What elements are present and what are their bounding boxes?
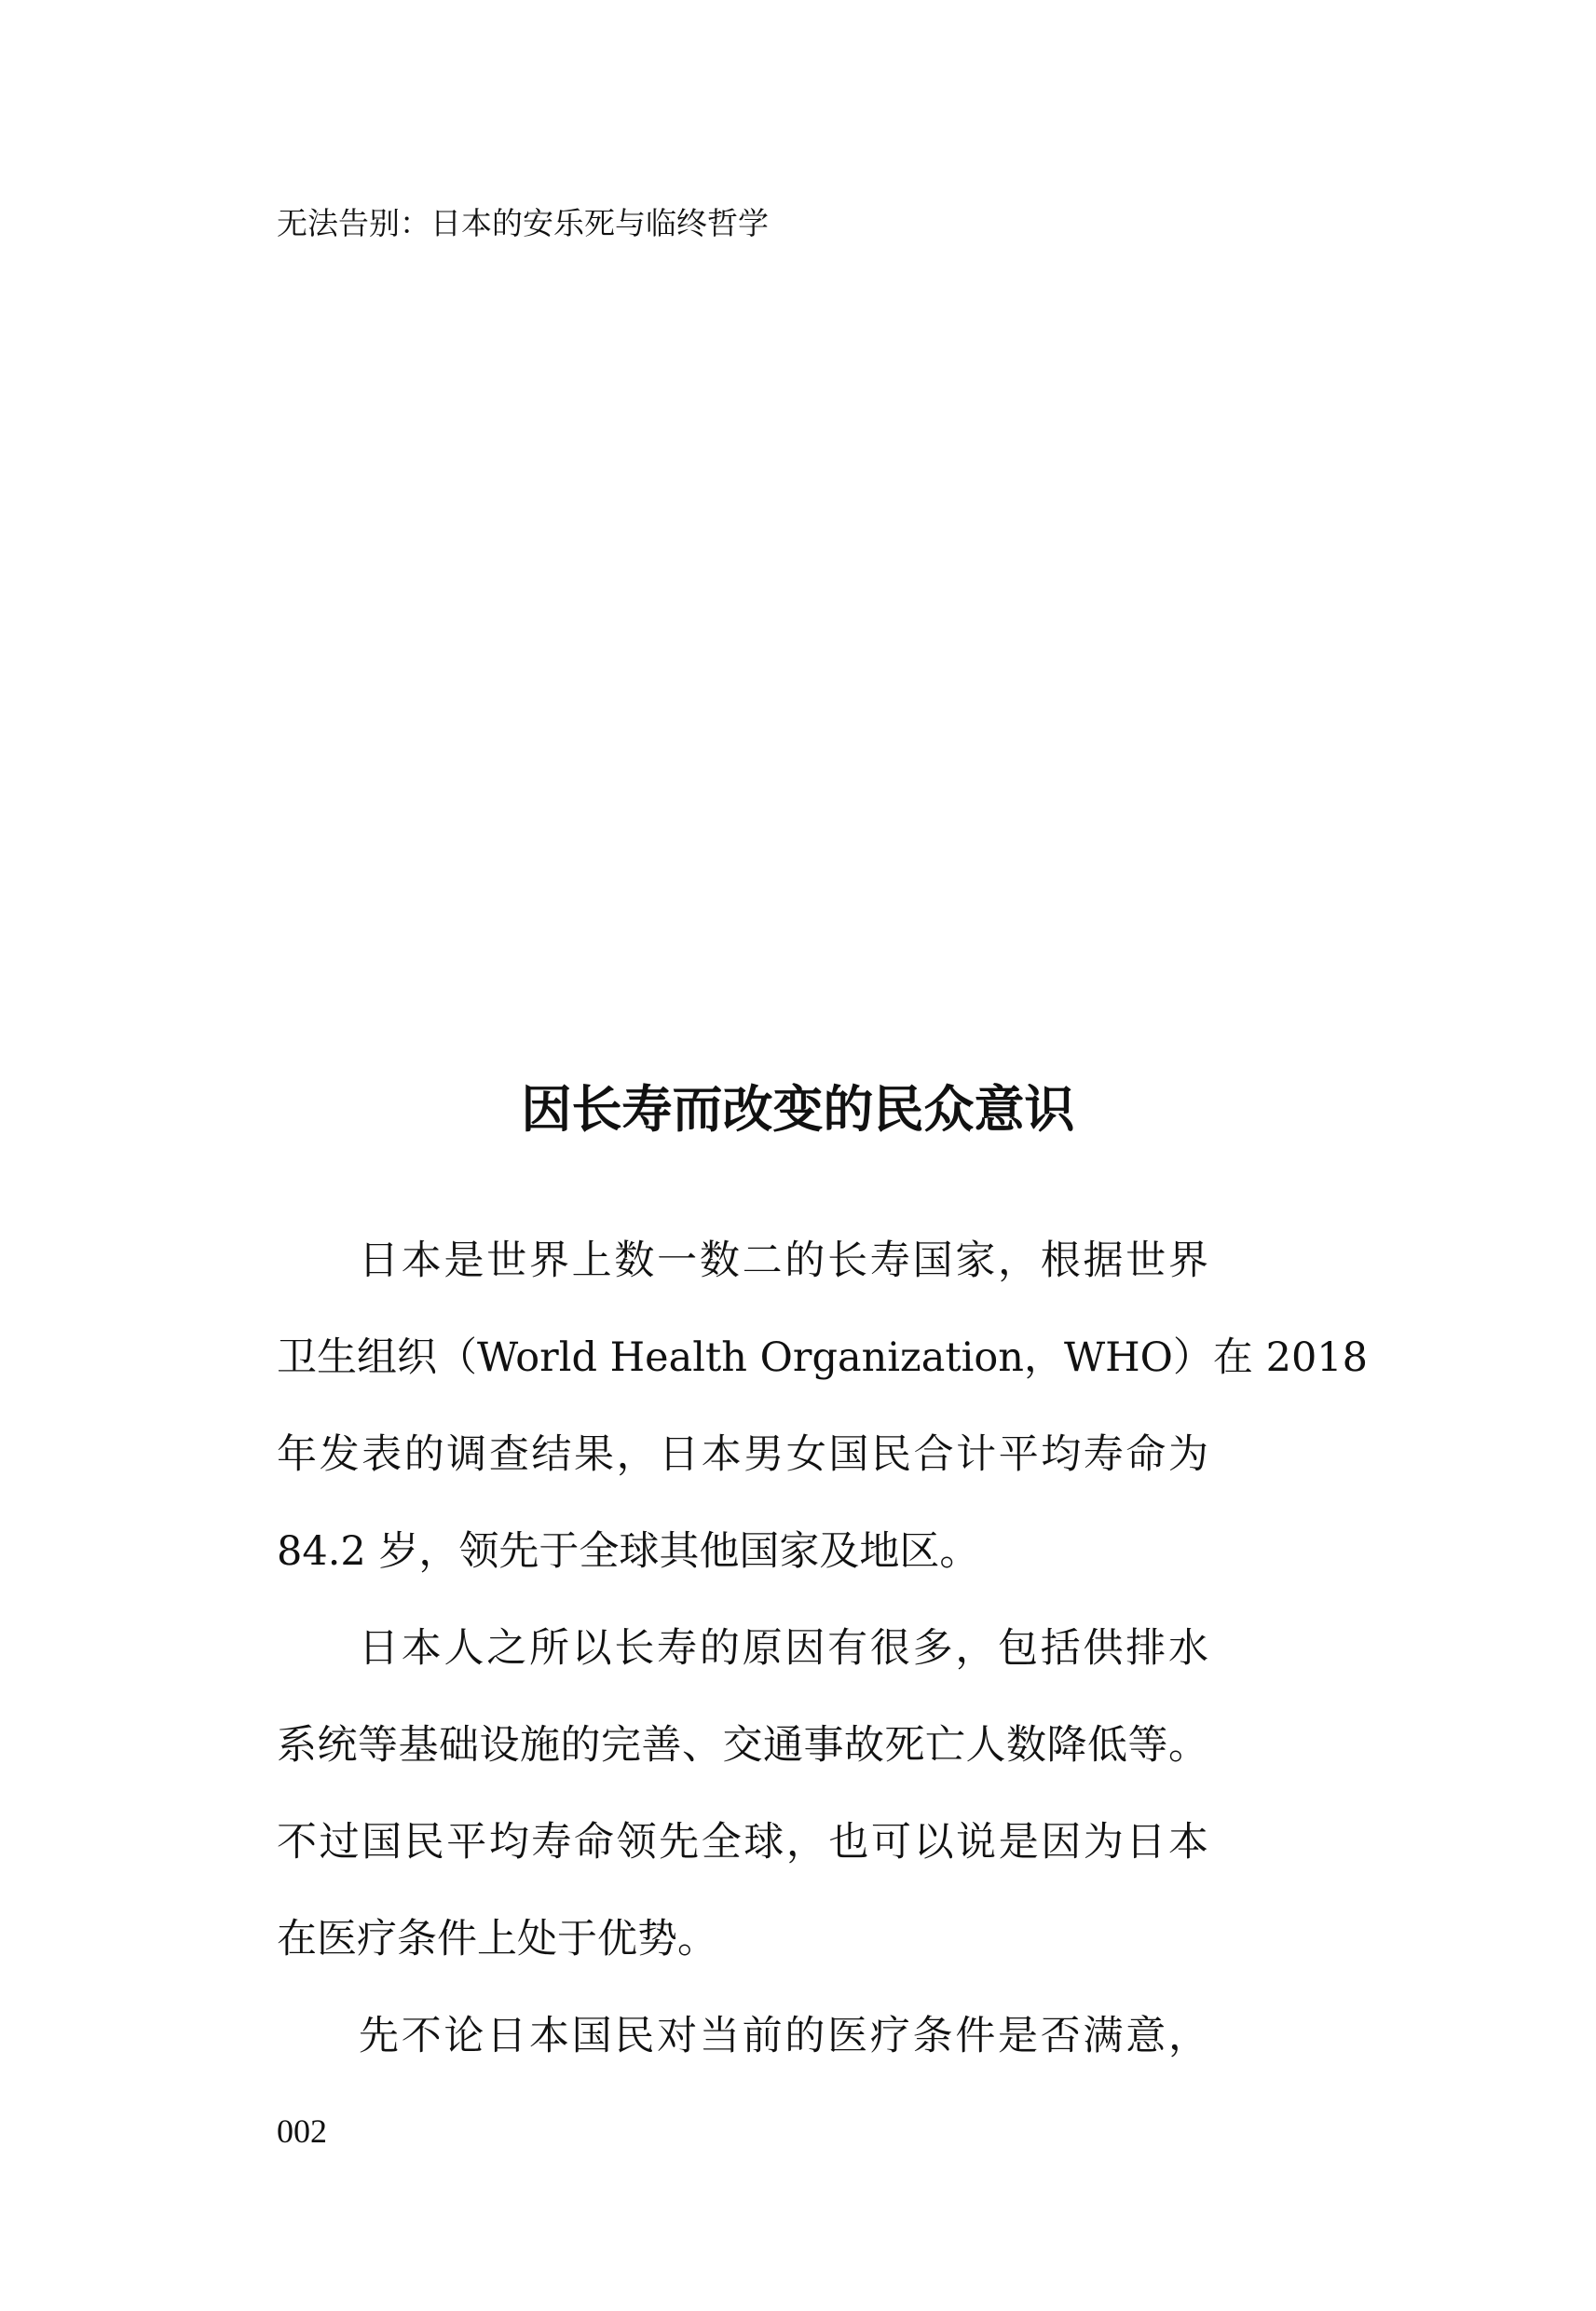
paragraph-2-line-3: 不过国民平均寿命领先全球，也可以说是因为日本 [277,1819,1208,1866]
paragraph-2-line-2: 系统等基础设施的完善、交通事故死亡人数降低等。 [277,1722,1208,1769]
page-number: 002 [277,2113,327,2150]
body-text [277,1228,1369,2100]
chapter-title: 因长寿而改变的民众意识 [521,1079,1075,1139]
paragraph-3-line-1: 先不论日本国民对当前的医疗条件是否满意， [359,2013,1208,2059]
paragraph-1-line-4: 84.2 岁，领先于全球其他国家及地区。 [277,1528,980,1575]
paragraph-2-line-4: 在医疗条件上处于优势。 [277,1916,717,1962]
paragraph-2-line-1: 日本人之所以长寿的原因有很多，包括供排水 [359,1625,1208,1672]
running-header: 无法告别：日本的安乐死与临终哲学 [277,205,769,241]
paragraph-1-line-3: 年发表的调查结果，日本男女国民合计平均寿命为 [277,1431,1208,1478]
paragraph-1-line-2: 卫生组织（World Health Organization，WHO）在 2018 [277,1334,1369,1381]
paragraph-1-line-1: 日本是世界上数一数二的长寿国家，根据世界 [359,1238,1208,1284]
